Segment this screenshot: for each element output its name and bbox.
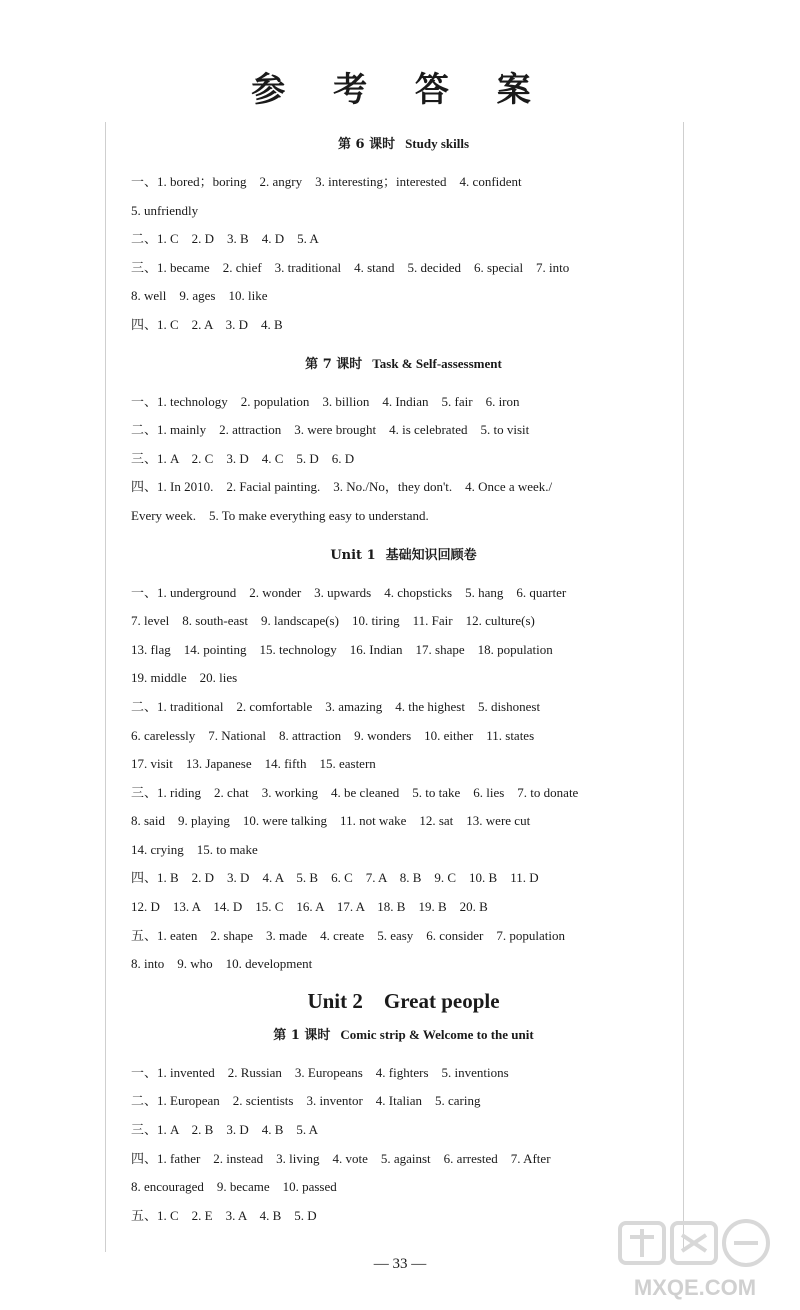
answer-line: 三、1. A 2. B 3. D 4. B 5. A bbox=[131, 1122, 319, 1138]
unit2-title: Unit 2 Great people bbox=[307, 988, 500, 1013]
answer-line: 二、1. C 2. D 3. B 4. D 5. A bbox=[131, 231, 319, 247]
section-heading-unit1-review bbox=[131, 541, 676, 569]
left-margin-rule bbox=[105, 122, 106, 1252]
answer-line: 三、1. became 2. chief 3. traditional 4. stand 5. decided 6. special 7. into bbox=[131, 259, 570, 275]
section-heading-cn: Unit 1 bbox=[330, 547, 376, 563]
section-heading-en: Task & Self-assessment bbox=[372, 355, 502, 371]
answer-line: 8. said 9. playing 10. were talking 11. not wake 12. sat 13. were cut bbox=[131, 813, 531, 829]
answer-line: 三、1. A 2. C 3. D 4. C 5. D 6. D bbox=[131, 450, 355, 466]
watermark-logo bbox=[600, 1215, 790, 1305]
answer-line: 14. crying 15. to make bbox=[131, 841, 258, 857]
section-heading-cn: 第 1 课时 bbox=[273, 1027, 331, 1043]
page-title: 参 考 答 案 bbox=[251, 70, 549, 110]
section-heading-lesson-7 bbox=[131, 350, 676, 378]
watermark-text: MXQE.COM bbox=[633, 1275, 757, 1300]
answer-line: 三、1. riding 2. chat 3. working 4. be cleaned 5. to take 6. lies 7. to donate bbox=[131, 784, 579, 800]
answer-line: 6. carelessly 7. National 8. attraction 9. wonders 10. either 11. states bbox=[131, 727, 535, 743]
section-heading-cn: 第 7 课时 bbox=[305, 356, 363, 372]
answer-line: 13. flag 14. pointing 15. technology 16. Indian 17. shape 18. population bbox=[131, 641, 553, 657]
answer-line: 四、1. B 2. D 3. D 4. A 5. B 6. C 7. A 8. B 9. C 10. B 11. D bbox=[131, 870, 539, 886]
answer-content bbox=[131, 130, 676, 1230]
section-heading-en: 基础知识回顾卷 bbox=[385, 546, 477, 562]
answer-line: 四、1. C 2. A 3. D 4. B bbox=[131, 316, 283, 332]
answer-line: 五、1. C 2. E 3. A 4. B 5. D bbox=[131, 1207, 317, 1223]
section-heading-en: Study skills bbox=[405, 136, 470, 151]
answer-line: 17. visit 13. Japanese 14. fifth 15. eastern bbox=[131, 756, 376, 772]
right-margin-rule bbox=[683, 122, 684, 1252]
answer-line: 19. middle 20. lies bbox=[131, 670, 238, 686]
section-heading-cn: 第 6 课时 bbox=[337, 137, 396, 152]
answer-line: 一、1. technology 2. population 3. billion 4. Indian 5. fair 6. iron bbox=[131, 393, 520, 409]
answer-line: 8. into 9. who 10. development bbox=[131, 956, 313, 972]
page-number: — 33 — bbox=[373, 1256, 427, 1272]
answer-line: 8. encouraged 9. became 10. passed bbox=[131, 1179, 337, 1195]
answer-line: 四、1. father 2. instead 3. living 4. vote 5. against 6. arrested 7. After bbox=[131, 1150, 551, 1166]
answer-line: 四、1. In 2010. 2. Facial painting. 3. No./No，they don't. 4. Once a week./ bbox=[131, 479, 553, 495]
answer-line: 二、1. European 2. scientists 3. inventor 4. Italian 5. caring bbox=[131, 1093, 481, 1109]
answer-line: 一、1. invented 2. Russian 3. Europeans 4. fighters 5. inventions bbox=[131, 1064, 509, 1080]
answer-line: 8. well 9. ages 10. like bbox=[131, 288, 268, 304]
answer-line: 5. unfriendly bbox=[131, 202, 199, 218]
section-heading-lesson-6 bbox=[131, 130, 676, 158]
answer-line: 二、1. mainly 2. attraction 3. were brought 4. is celebrated 5. to visit bbox=[131, 422, 530, 438]
section-heading-en: Comic strip & Welcome to the unit bbox=[340, 1026, 534, 1042]
answer-line: Every week. 5. To make everything easy to understand. bbox=[131, 507, 429, 523]
section-heading-unit2-lesson-1 bbox=[131, 1021, 676, 1049]
answer-line: 一、1. bored；boring 2. angry 3. interesting；interested 4. confident bbox=[131, 174, 522, 189]
answer-line: 二、1. traditional 2. comfortable 3. amazing 4. the highest 5. dishonest bbox=[131, 698, 541, 714]
answer-line: 五、1. eaten 2. shape 3. made 4. create 5. easy 6. consider 7. population bbox=[131, 927, 565, 943]
answer-line: 12. D 13. A 14. D 15. C 16. A 17. A 18. B 19. B 20. B bbox=[131, 899, 488, 915]
answer-line: 7. level 8. south-east 9. landscape(s) 10. tiring 11. Fair 12. culture(s) bbox=[131, 613, 535, 629]
answer-line: 一、1. underground 2. wonder 3. upwards 4. chopsticks 5. hang 6. quarter bbox=[131, 584, 567, 600]
